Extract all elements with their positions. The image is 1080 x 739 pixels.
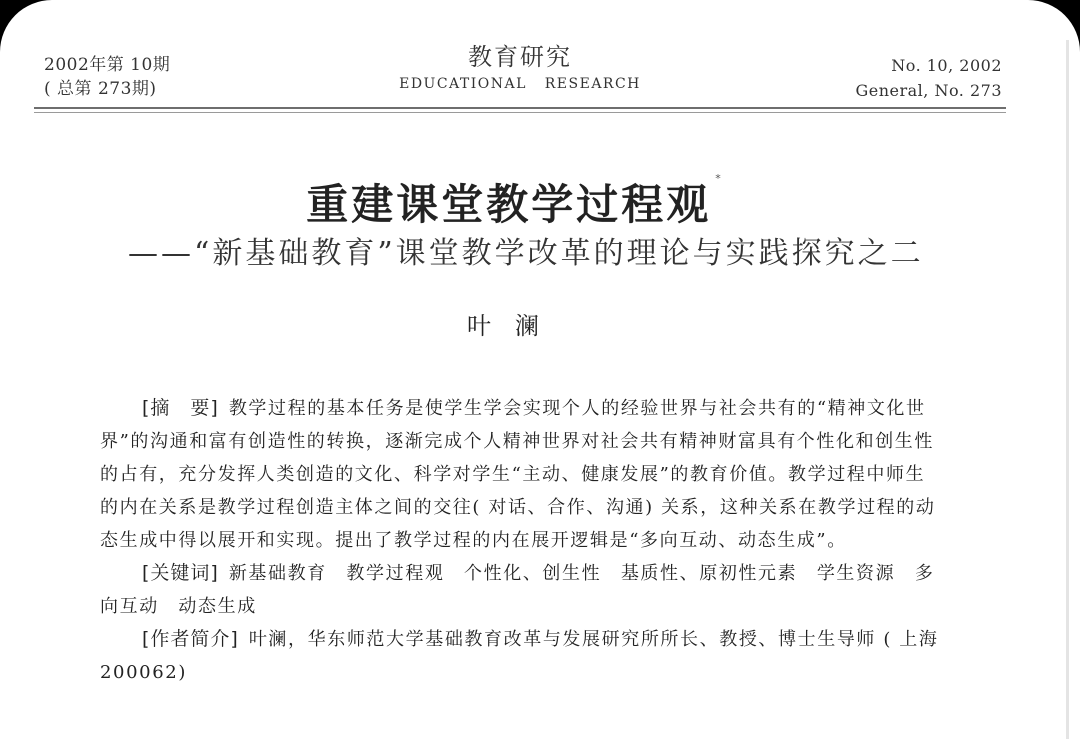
abstract-text: 教学过程的基本任务是使学生学会实现个人的经验世界与社会共有的“精神文化世界”的沟通和富有创造性的转换，逐渐完成个人精神世界对社会共有精神财富具有个性化和创生性的占有，充分发挥人类创造的文化、科学对学生“主动、健康发展”的教育价值。教学过程中师生的内在关系是教学过程创造主体之间的交往( 对话、合作、沟通) 关系，这种关系在教学过程的动态生成中得以展开和实现。提出了教学过程的内在展开逻辑是“多向互动、动态生成”。 [100, 398, 936, 551]
keywords-label: [关键词] [142, 562, 219, 584]
scrollbar[interactable] [1066, 40, 1069, 739]
header-rule-thin [34, 112, 1006, 113]
abstract-paragraph [100, 392, 942, 557]
header-rule [34, 107, 1006, 109]
abstract-block [100, 392, 959, 689]
article-author: 叶澜 [467, 312, 563, 340]
issue-info [44, 53, 170, 101]
keywords-text: 新基础教育 教学过程观 个性化、创生性 基质性、原初性元素 学生资源 多向互动 动态生成 [100, 563, 935, 617]
journal-name-en: EDUCATIONAL RESEARCH [399, 76, 641, 92]
issue-number: 2002年第 10期 [44, 55, 171, 75]
author-intro-text: 叶澜，华东师范大学基础教育改革与发展研究所所长、教授、博士生导师 ( 上海 200062) [100, 629, 959, 683]
journal-name-cn: 教育研究 [468, 43, 572, 71]
abstract-label: [摘 要] [142, 397, 219, 419]
keywords-paragraph [100, 557, 942, 623]
article-title [0, 172, 1030, 232]
total-issue-number: ( 总第 273期) [44, 79, 157, 99]
general-number-en: General, No. 273 [855, 81, 1002, 100]
article-subtitle: ——“新基础教育”课堂教学改革的理论与实践探究之二 [128, 236, 924, 271]
author-intro-paragraph [100, 623, 959, 689]
issue-info-en [855, 53, 1002, 103]
article-title-text: 重建课堂教学过程观 [306, 180, 712, 229]
author-intro-label: [作者简介] [142, 628, 239, 650]
journal-masthead [395, 40, 645, 92]
title-footnote-mark: * [715, 172, 724, 185]
issue-number-en: No. 10, 2002 [891, 56, 1002, 75]
